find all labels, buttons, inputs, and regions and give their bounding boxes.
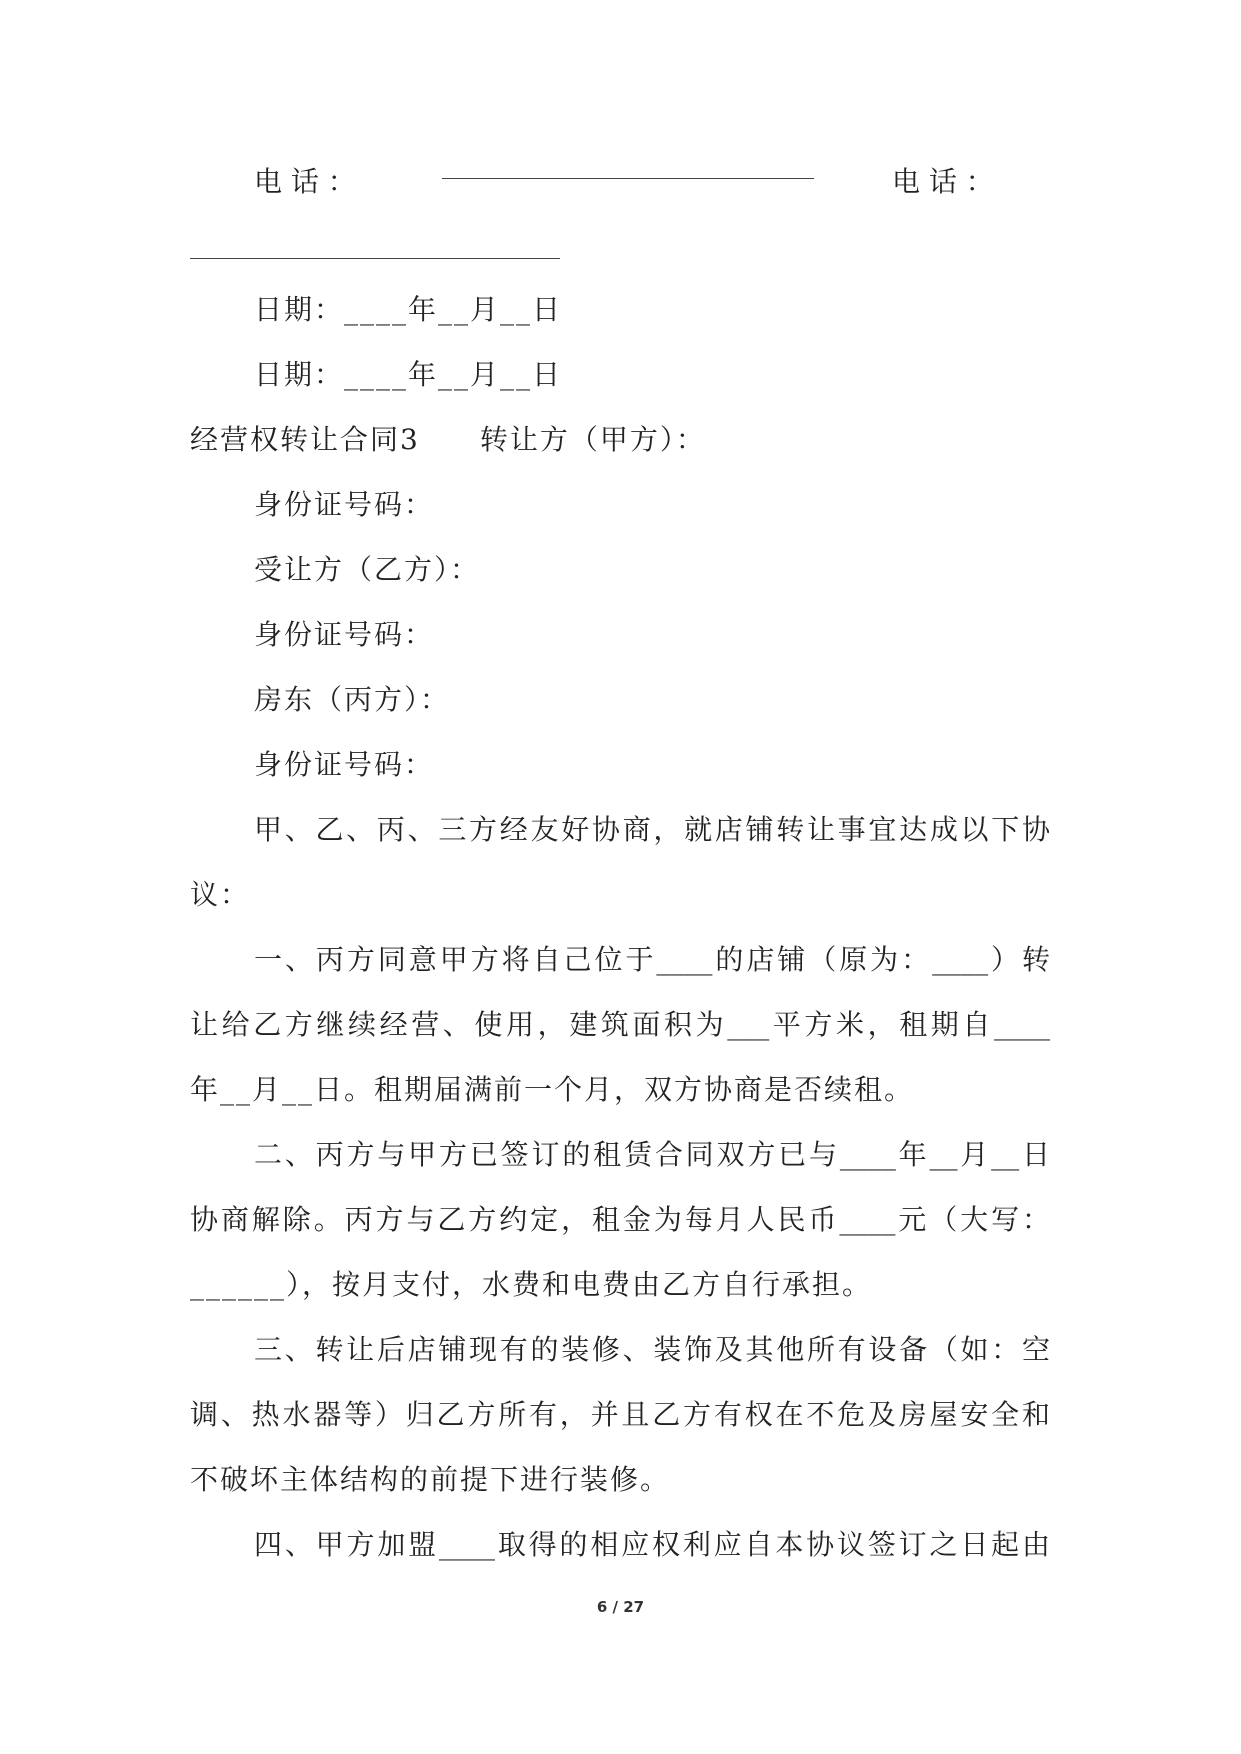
clause-2-line-1: 二、丙方与甲方已签订的租赁合同双方已与____年__月__日 [254,1138,1050,1171]
phone-label-b: 电 话 ： [892,165,994,198]
phone-label-a: 电 话 ： [254,165,356,198]
id-number-label-1: 身份证号码： [254,488,435,521]
phone-blank-b [190,258,560,259]
id-number-label-2: 身份证号码： [254,618,435,651]
clause-2-line-3: ______），按月支付，水费和电费由乙方自行承担。 [190,1268,873,1301]
clause-1-line-2: 让给乙方继续经营、使用，建筑面积为___平方米，租期自____ [190,1008,1050,1041]
clause-1-line-1: 一、丙方同意甲方将自己位于____的店铺（原为：____）转 [254,943,1050,976]
page-number: 6 / 27 [596,1598,645,1616]
transferee-label: 受让方（乙方）： [254,553,481,586]
contract-title-row [190,420,706,460]
phone-blank-a [442,178,814,179]
transferor-label: 转让方（甲方）： [479,423,706,456]
date-line-2: 日期：____年__月__日 [254,358,563,391]
intro-line-1: 甲、乙、丙、三方经友好协商，就店铺转让事宜达成以下协 [254,813,1050,846]
clause-3-line-2: 调、热水器等）归乙方所有，并且乙方有权在不危及房屋安全和 [190,1398,1050,1431]
contract-title: 经营权转让合同3 [190,423,420,456]
id-number-label-3: 身份证号码： [254,748,435,781]
clause-3-line-1: 三、转让后店铺现有的装修、装饰及其他所有设备（如：空 [254,1333,1050,1366]
clause-2-line-2: 协商解除。丙方与乙方约定，租金为每月人民币____元（大写： [190,1203,1050,1236]
intro-line-2: 议： [190,878,251,911]
landlord-label: 房东（丙方）： [254,683,451,716]
clause-3-line-3: 不破坏主体结构的前提下进行装修。 [190,1463,671,1496]
clause-1-line-3: 年__月__日。租期届满前一个月，双方协商是否续租。 [190,1073,915,1106]
clause-4-line-1: 四、甲方加盟____取得的相应权利应自本协议签订之日起由 [254,1528,1050,1561]
date-line-1: 日期：____年__月__日 [254,293,563,326]
